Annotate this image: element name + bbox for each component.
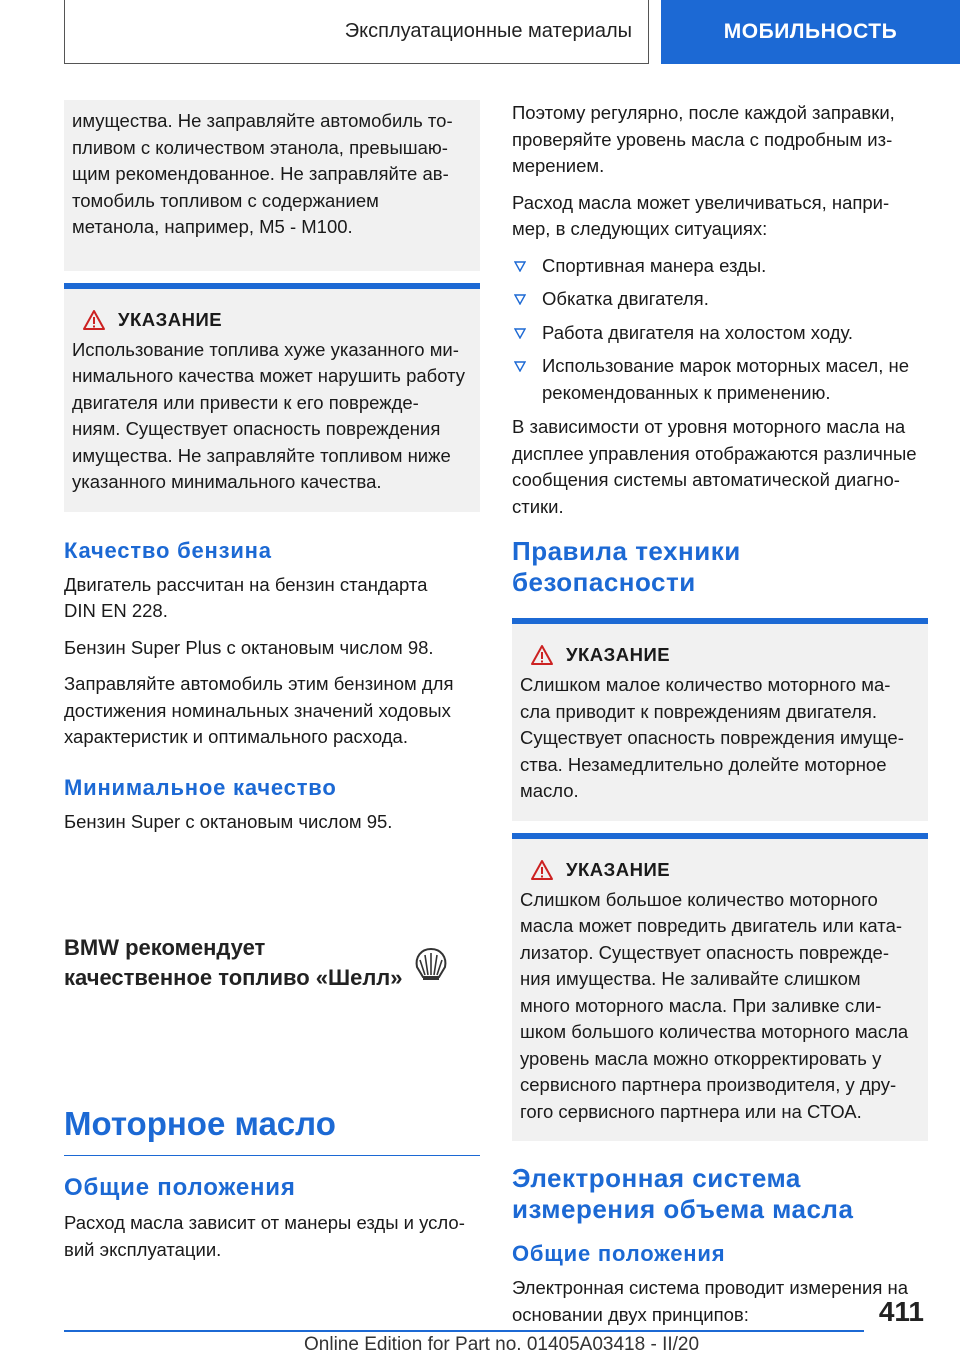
gasoline-quality-heading: Качество бензина	[64, 537, 272, 563]
left-column	[64, 100, 480, 1273]
diagnostic-messages-text: В зависимости от уровня моторного масла на дисплее управления отображаются различные сообщения системы автоматической диагно- стики.	[512, 416, 917, 517]
situations-list	[512, 253, 928, 407]
oil-section-heading: Моторное масло	[64, 1105, 480, 1156]
min-quality-text: Бензин Super с октановым числом 95.	[64, 810, 393, 832]
warning-triangle-icon	[82, 309, 106, 331]
footer-divider	[64, 1330, 864, 1332]
safety-heading: Правила техники безопасности	[512, 536, 741, 597]
bullet-triangle-icon	[514, 261, 526, 272]
general-heading-right: Общие положения	[512, 1241, 726, 1266]
general-heading-left: Общие положения	[64, 1174, 296, 1201]
intro-box	[64, 100, 480, 271]
footer-edition: Online Edition for Part no. 01405A03418 - II/20	[304, 1334, 700, 1355]
consumption-increase-text: Расход масла может увеличиваться, напри- мер, в следующих ситуациях:	[512, 191, 890, 239]
warning-title: УКАЗАНИЕ	[118, 308, 223, 330]
header-chapter-tab[interactable]: МОБИЛЬНОСТЬ	[661, 0, 960, 64]
right-column	[512, 100, 928, 1338]
warning-box-excess-oil	[512, 833, 928, 1142]
bullet-triangle-icon	[514, 294, 526, 305]
header-section-title: Эксплуатационные материалы	[64, 0, 649, 64]
bullet-triangle-icon	[514, 328, 526, 339]
list-item: Работа двигателя на холостом ходу.	[512, 320, 928, 347]
list-item: Обкатка двигателя.	[512, 286, 928, 313]
list-item: Использование марок моторных масел, не рекомендованных к применению.	[512, 353, 928, 406]
list-item: Спортивная манера езды.	[512, 253, 928, 280]
check-oil-text: Поэтому регулярно, после каждой заправки, проверяйте уровень масла с подробным из- мерением.	[512, 102, 895, 176]
gasoline-octane-text: Бензин Super Plus с октановым числом 98.	[64, 636, 434, 658]
bullet-triangle-icon	[514, 361, 526, 372]
gasoline-standard-text: Двигатель рассчитан на бензин стандарта DIN EN 228.	[64, 573, 428, 621]
warning-triangle-icon	[530, 644, 554, 666]
warning-text: Использование топлива хуже указанного ми- нимального качества может нарушить работу двигателя или привести к его поврежде- ниям. Существует опасность повреждения имущества. Не заправляйте топливом ниже указанного минимального качества.	[72, 338, 466, 492]
warning-title: УКАЗАНИЕ	[566, 644, 671, 665]
warning-text: Слишком большое количество моторного масла может повредить двигатель или ката- лизатор. Существует опасность поврежде- ния имущества. Не заливайте слишком много моторного масла. При заливке сли- шком большого количества моторного масла уровень масла можно откорректировать у сервисного партнера производителя, у дру- гого сервисного партнера или на СТОА.	[520, 888, 909, 1122]
oil-consumption-text: Расход масла зависит от манеры езды и усло- вий эксплуатации.	[64, 1212, 465, 1260]
measurement-principles-text: Электронная система проводит измерения на основании двух принципов:	[512, 1277, 908, 1325]
warning-title: УКАЗАНИЕ	[566, 858, 671, 880]
shell-logo-icon	[413, 947, 449, 981]
warning-triangle-icon	[530, 859, 554, 881]
min-quality-heading: Минимальное качество	[64, 774, 337, 800]
electronic-system-heading: Электронная система измерения объема масла	[512, 1163, 854, 1224]
intro-text: имущества. Не заправляйте автомобиль то- пливом с количеством этанола, превышаю- щим рекомендованное. Не заправляйте ав- томобиль топливом с содержанием метанола, например, M5 - M100.	[72, 110, 453, 237]
gasoline-advice-text: Заправляйте автомобиль этим бензином для достижения номинальных значений ходовых характеристик и оптимального расхода.	[64, 673, 454, 747]
warning-box-low-oil	[512, 618, 928, 821]
shell-advert: BMW рекомендует качественное топливо «Шелл»	[64, 933, 480, 993]
page-number: 411	[878, 1296, 924, 1327]
warning-box-fuel	[64, 283, 480, 512]
warning-text: Слишком малое количество моторного ма- сла приводит к повреждениям двигателя. Существует опасность повреждения имуще- ства. Незамедлительно долейте моторное масло.	[520, 674, 904, 801]
